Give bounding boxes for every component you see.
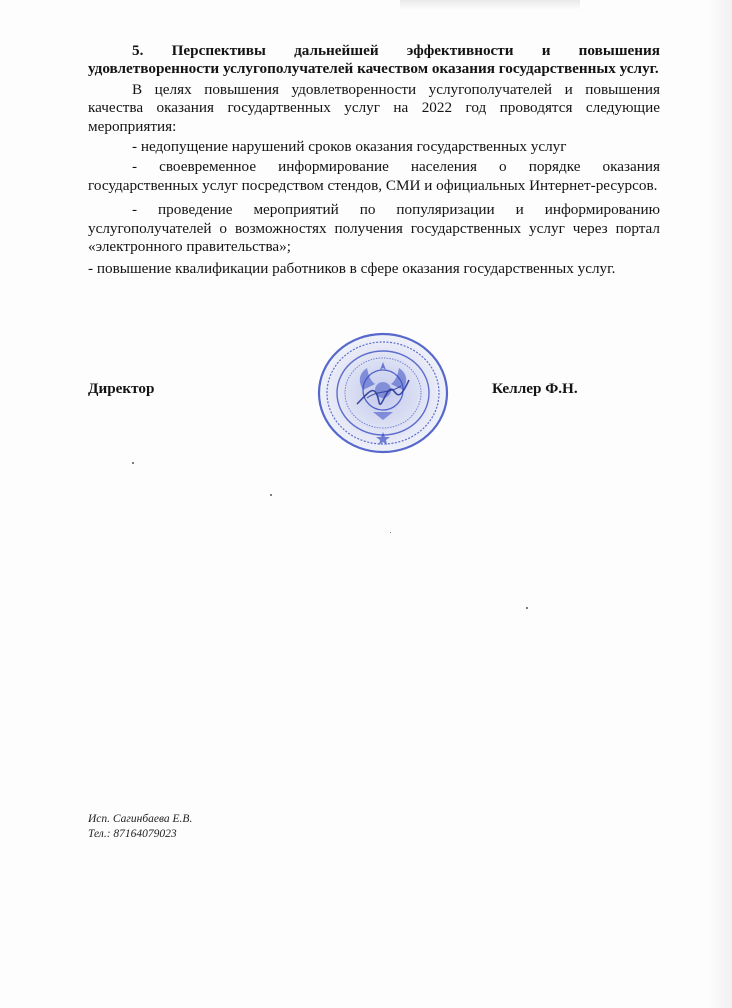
page-edge-shadow [708,0,732,1008]
measure-item-1: - недопущение нарушений сроков оказания государственных услуг [132,138,567,156]
measure-item-2: - своевременное информирование населения о порядке оказания государственных услуг посредством стендов, СМИ и официальных Интернет-ресурсов. [88,158,660,194]
official-stamp-icon [317,332,449,454]
signer-name: Келлер Ф.Н. [492,380,578,397]
scan-speck [132,462,134,464]
document-body [88,42,660,279]
scan-speck [390,532,391,533]
intro-paragraph: В целях повышения удовлетворенности услугополучателей и повышения качества оказания государтвенных услуг на 2022 год проводятся следующие мероприятия: [88,80,660,135]
signer-position: Директор [88,380,155,397]
measure-item-4: - повышение квалификации работников в сфере оказания государственных услуг. [88,260,616,278]
executor-info [88,812,192,842]
executor-phone: Тел.: 87164079023 [88,828,177,840]
executor-name: Исп. Сагинбаева Е.В. [88,813,193,825]
measure-item-3: - проведение мероприятий по популяризации и информированию услугополучателей о возможностях получения государственных услуг через портал «электронного правительства»; [88,201,660,256]
section-heading: 5. Перспективы дальнейшей эффективности и повышения удовлетворенности услугополучателей качеством оказания государственных услуг. [88,42,660,78]
scan-smudge [400,0,580,10]
scan-speck [526,607,528,609]
scan-speck [270,494,272,496]
